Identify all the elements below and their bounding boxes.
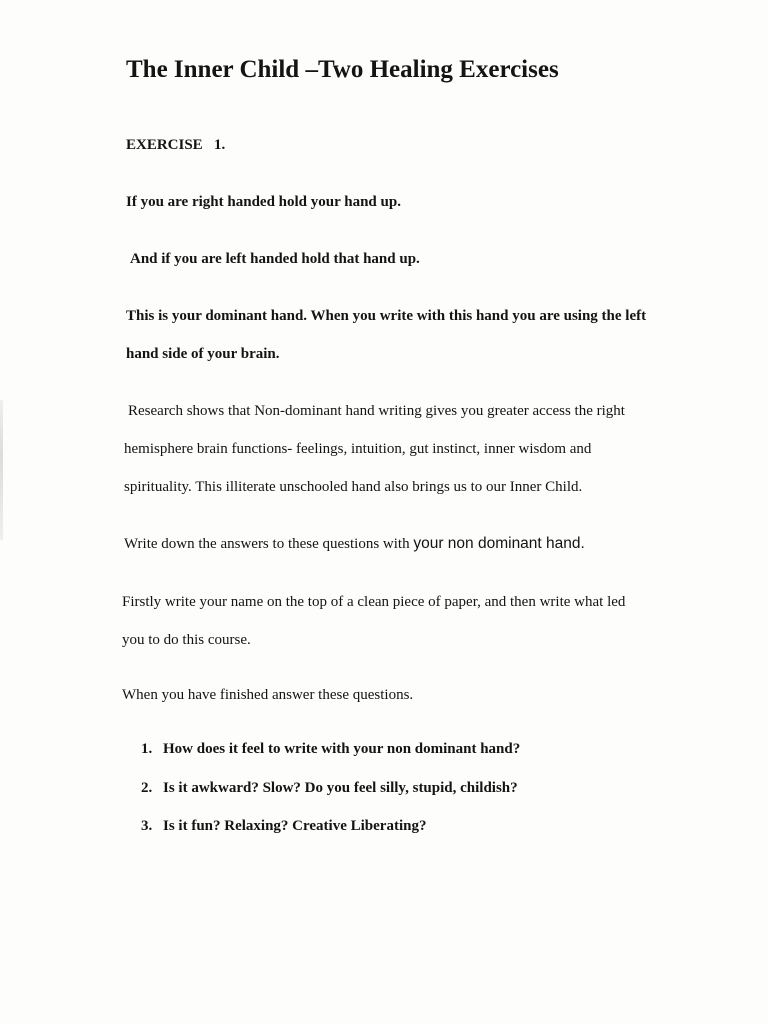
paragraph-when-finished: When you have finished answer these questions.: [122, 687, 414, 703]
question-text: How does it feel to write with your non dominant hand?: [163, 741, 521, 757]
paragraph-research-line1: Research shows that Non-dominant hand writing gives you greater access the right: [128, 403, 625, 419]
paragraph-write-answers-emphasis: your non dominant hand.: [413, 535, 585, 552]
paragraph-dominant-hand-line1: This is your dominant hand. When you write with this hand you are using the left: [126, 308, 647, 324]
exercise-heading: EXERCISE 1.: [126, 137, 226, 153]
question-list: [141, 740, 520, 856]
question-item: [141, 817, 520, 856]
paragraph-dominant-hand-line2: hand side of your brain.: [126, 346, 280, 362]
scan-edge-mark: [0, 400, 3, 540]
question-number: 2.: [141, 779, 153, 796]
question-number: 1.: [141, 741, 153, 757]
question-text: Is it fun? Relaxing? Creative Liberating?: [163, 818, 427, 834]
paragraph-write-answers-text: Write down the answers to these questions with: [124, 536, 414, 552]
question-item: [141, 779, 520, 818]
question-number: 3.: [141, 818, 153, 834]
question-text: Is it awkward? Slow? Do you feel silly, stupid, childish?: [163, 779, 518, 796]
document-title: The Inner Child –Two Healing Exercises: [126, 56, 559, 83]
paragraph-left-handed: And if you are left handed hold that hand up.: [130, 251, 420, 267]
paragraph-right-handed: If you are right handed hold your hand up.: [126, 194, 401, 210]
question-item: [141, 740, 520, 779]
paragraph-research-line2: hemisphere brain functions- feelings, intuition, gut instinct, inner wisdom and: [124, 441, 592, 457]
paragraph-write-answers: [124, 535, 585, 553]
paragraph-firstly-line2: you to do this course.: [122, 632, 251, 648]
paragraph-firstly-line1: Firstly write your name on the top of a clean piece of paper, and then write what led: [122, 594, 626, 610]
paragraph-research-line3: spirituality. This illiterate unschooled hand also brings us to our Inner Child.: [124, 479, 583, 495]
